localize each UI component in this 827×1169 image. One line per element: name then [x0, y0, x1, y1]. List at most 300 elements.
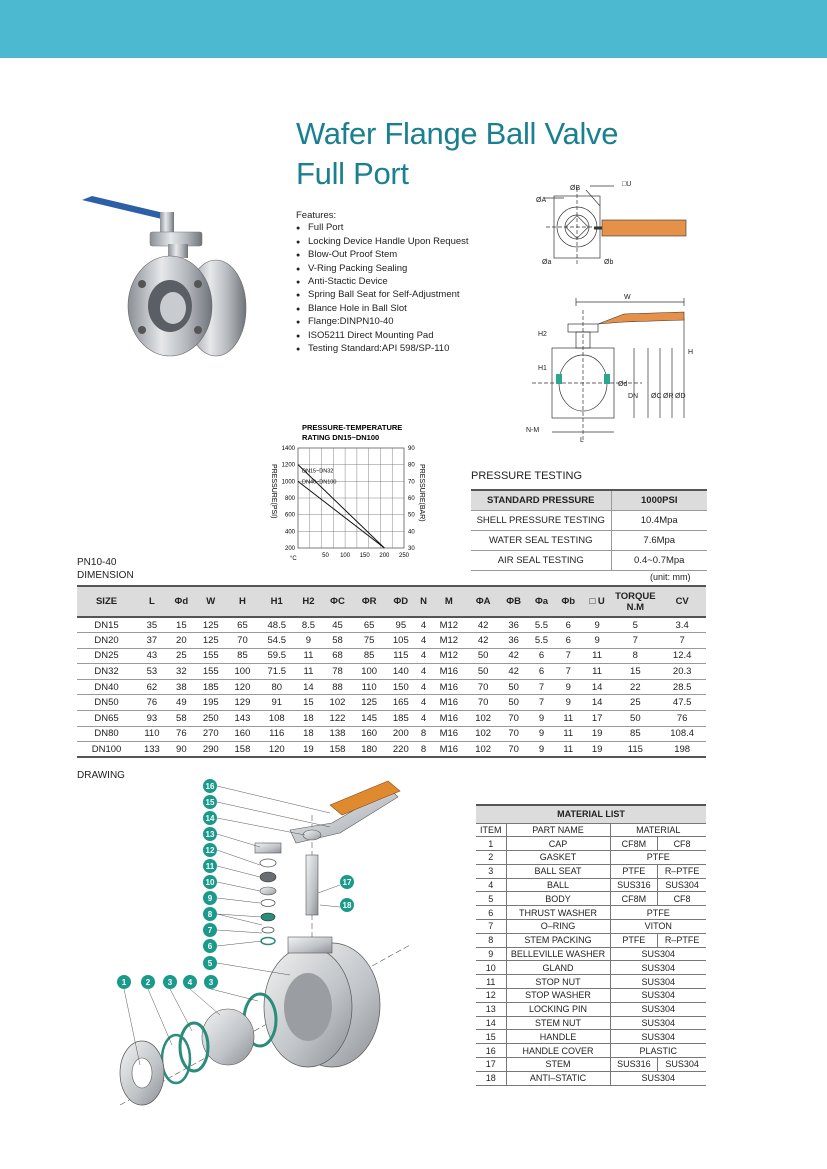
pt-x-tick: 250: [398, 553, 410, 559]
dim-cell: 4: [417, 695, 431, 711]
dim-header-cell: H1: [258, 586, 295, 617]
material-cell: 4: [476, 878, 506, 892]
pt-x-tick: 150: [359, 553, 370, 559]
dim-cell: 6: [555, 617, 582, 633]
dim-cell: 108.4: [658, 726, 706, 742]
dim-cell: 7: [528, 679, 554, 695]
dim-cell: 62: [136, 679, 168, 695]
dim-cell: DN80: [77, 726, 136, 742]
pt-left-tick: 200: [284, 546, 295, 552]
dim-cell: 38: [168, 679, 195, 695]
dim-cell: 11: [582, 664, 612, 680]
dim-cell: 180: [353, 742, 385, 758]
pt-chart-title-2: RATING DN15~DN100: [302, 433, 380, 442]
dim-header-cell: W: [195, 586, 227, 617]
feature-item: ● Flange:DINPN10-40: [296, 316, 469, 329]
material-row: [476, 1058, 706, 1072]
material-cell: CF8: [658, 892, 706, 906]
dim-cell: DN65: [77, 711, 136, 727]
dim-cell: 50: [612, 711, 658, 727]
dim-cell: 11: [295, 648, 321, 664]
dim-cell: 102: [467, 742, 499, 758]
dim-row: [77, 711, 706, 727]
material-cell: STOP NUT: [506, 975, 610, 989]
dim-cell: 4: [417, 633, 431, 649]
dim-cell: 102: [467, 726, 499, 742]
dim-cell: 22: [612, 679, 658, 695]
dim-cell: 115: [385, 648, 417, 664]
callout-number: 17: [342, 878, 352, 887]
dim-cell: 76: [168, 726, 195, 742]
dim-cell: 85: [612, 726, 658, 742]
material-row: [476, 933, 706, 947]
material-row: [476, 892, 706, 906]
material-cell: HANDLE: [506, 1030, 610, 1044]
label-nm: N-M: [526, 427, 540, 434]
dim-cell: 5: [612, 617, 658, 633]
material-row: [476, 1016, 706, 1030]
dim-cell: 42: [467, 617, 499, 633]
material-cell: CF8M: [610, 837, 658, 851]
material-cell: 15: [476, 1030, 506, 1044]
dim-cell: 45: [322, 617, 354, 633]
pt-left-tick: 1200: [281, 462, 295, 469]
dim-cell: 6: [528, 664, 554, 680]
material-cell: 14: [476, 1016, 506, 1030]
material-cell: 11: [476, 975, 506, 989]
dim-cell: M12: [430, 648, 467, 664]
callout-number: 4: [187, 978, 193, 987]
pt-xunit: °C: [290, 556, 297, 562]
pt-row-name: SHELL PRESSURE TESTING: [471, 510, 611, 530]
material-cell: BALL: [506, 878, 610, 892]
callout-number: 5: [207, 959, 213, 968]
dim-header-cell: Φd: [168, 586, 195, 617]
dim-cell: 58: [168, 711, 195, 727]
dim-header-cell: Φb: [555, 586, 582, 617]
dim-cell: 19: [582, 726, 612, 742]
pt-right-tick: 60: [408, 496, 415, 502]
dim-cell: 80: [258, 679, 295, 695]
dim-cell: 7: [528, 695, 554, 711]
dim-cell: 7: [612, 633, 658, 649]
label-oa-small: Øa: [542, 259, 552, 266]
pt-ylabel-right: PRESSURE(BAR): [418, 464, 425, 522]
material-cell: CF8M: [610, 892, 658, 906]
title-line-2: Full Port: [296, 156, 409, 191]
dim-cell: DN32: [77, 664, 136, 680]
top-banner: [0, 0, 827, 58]
dim-cell: 28.5: [658, 679, 706, 695]
dim-cell: 115: [612, 742, 658, 758]
material-cell: 5: [476, 892, 506, 906]
callout-number: 13: [205, 830, 215, 839]
callout-number: 11: [205, 862, 215, 871]
material-cell: SUS304: [610, 1002, 706, 1016]
dim-cell: 70: [467, 695, 499, 711]
dim-cell: 143: [227, 711, 259, 727]
callout-number: 3: [167, 978, 173, 987]
pt-row-name: WATER SEAL TESTING: [471, 530, 611, 550]
dim-cell: 54.5: [258, 633, 295, 649]
material-cell: SUS304: [610, 975, 706, 989]
dim-cell: 9: [528, 711, 554, 727]
dim-cell: 14: [582, 695, 612, 711]
material-row: [476, 878, 706, 892]
dim-cell: 19: [295, 742, 321, 758]
dim-cell: 88: [322, 679, 354, 695]
material-cell: GASKET: [506, 851, 610, 865]
material-row: [476, 975, 706, 989]
dim-cell: 3.4: [658, 617, 706, 633]
dim-cell: 90: [168, 742, 195, 758]
dim-cell: 125: [195, 617, 227, 633]
label-ob: ØB: [570, 185, 581, 192]
dim-cell: 155: [195, 664, 227, 680]
material-cell: GLAND: [506, 961, 610, 975]
dim-row: [77, 633, 706, 649]
unit-label: (unit: mm): [650, 572, 691, 582]
dim-cell: 68: [322, 648, 354, 664]
dim-cell: 76: [136, 695, 168, 711]
material-row: [476, 920, 706, 934]
feature-item: ● Testing Standard:API 598/SP-110: [296, 343, 469, 356]
material-cell: BELLEVILLE WASHER: [506, 947, 610, 961]
dim-cell: 91: [258, 695, 295, 711]
dim-cell: 18: [295, 726, 321, 742]
drawing-label: DRAWING: [77, 770, 125, 781]
material-cell: PTFE: [610, 851, 706, 865]
dim-cell: M16: [430, 726, 467, 742]
dim-cell: 85: [227, 648, 259, 664]
pt-left-tick: 1400: [281, 446, 295, 452]
dim-cell: 7: [555, 648, 582, 664]
material-cell: STEM PACKING: [506, 933, 610, 947]
dim-cell: 102: [322, 695, 354, 711]
dim-cell: 93: [136, 711, 168, 727]
dim-header-cell: ΦC: [322, 586, 354, 617]
material-cell: THRUST WASHER: [506, 906, 610, 920]
dim-cell: 5.5: [528, 617, 554, 633]
dim-cell: 12.4: [658, 648, 706, 664]
dim-cell: 36: [499, 617, 528, 633]
dim-cell: 11: [555, 711, 582, 727]
material-cell: STEM NUT: [506, 1016, 610, 1030]
dim-cell: 70: [499, 726, 528, 742]
material-cell: ANTI–STATIC: [506, 1071, 610, 1085]
dim-cell: 65: [227, 617, 259, 633]
label-od: Ød: [618, 381, 628, 388]
feature-item: ● ISO5211 Direct Mounting Pad: [296, 330, 469, 343]
callout-number: 18: [342, 901, 352, 910]
dim-cell: 195: [195, 695, 227, 711]
material-row: [476, 1030, 706, 1044]
dim-cell: 35: [136, 617, 168, 633]
dim-header-cell: H: [227, 586, 259, 617]
dim-cell: 150: [385, 679, 417, 695]
dim-cell: M16: [430, 664, 467, 680]
dim-cell: 48.5: [258, 617, 295, 633]
dim-header-cell: CV: [658, 586, 706, 617]
dim-cell: 160: [353, 726, 385, 742]
dim-header-cell: ΦD: [385, 586, 417, 617]
dim-cell: 11: [555, 742, 582, 758]
pt-chart: [262, 418, 432, 570]
label-ob-small: Øb: [604, 259, 614, 266]
material-cell: 16: [476, 1044, 506, 1058]
dim-cell: 95: [385, 617, 417, 633]
callout-number: 16: [205, 782, 215, 791]
material-cell: SUS304: [658, 878, 706, 892]
material-cell: PTFE: [610, 906, 706, 920]
dim-cell: 165: [385, 695, 417, 711]
callout-number: 10: [205, 878, 215, 887]
callout-number: 12: [205, 846, 215, 855]
dim-cell: 25: [168, 648, 195, 664]
valve-photo: [78, 188, 278, 358]
dim-cell: 120: [227, 679, 259, 695]
material-cell: PTFE: [610, 933, 658, 947]
pt-right-tick: 70: [408, 479, 415, 486]
label-h: H: [688, 349, 694, 356]
mat-header-material: MATERIAL: [610, 823, 706, 837]
label-oc: ØC: [651, 393, 662, 400]
material-cell: SUS316: [610, 878, 658, 892]
material-cell: HANDLE COVER: [506, 1044, 610, 1058]
dim-cell: 75: [353, 633, 385, 649]
dim-cell: 140: [385, 664, 417, 680]
feature-item: ● Locking Device Handle Upon Request: [296, 236, 469, 249]
pt-ylabel-left: PRESSURE(PSI): [270, 464, 277, 519]
dim-cell: 70: [499, 742, 528, 758]
dim-cell: DN100: [77, 742, 136, 758]
dim-header-cell: ΦB: [499, 586, 528, 617]
dim-cell: 11: [295, 664, 321, 680]
dim-cell: 76: [658, 711, 706, 727]
dim-cell: 4: [417, 711, 431, 727]
dim-cell: 42: [467, 633, 499, 649]
material-cell: VITON: [610, 920, 706, 934]
dim-cell: M16: [430, 711, 467, 727]
material-cell: SUS304: [610, 1016, 706, 1030]
dim-cell: 32: [168, 664, 195, 680]
dim-cell: 122: [322, 711, 354, 727]
material-cell: 2: [476, 851, 506, 865]
dim-cell: 19: [582, 742, 612, 758]
pt-series-line: [298, 465, 384, 548]
dim-cell: 9: [582, 617, 612, 633]
dim-cell: 120: [258, 742, 295, 758]
dim-header-cell: SIZE: [77, 586, 136, 617]
dim-cell: DN15: [77, 617, 136, 633]
pressure-testing-table: [471, 489, 707, 571]
callout-number: 15: [205, 798, 215, 807]
dim-row: [77, 679, 706, 695]
material-cell: 18: [476, 1071, 506, 1085]
dim-cell: 102: [467, 711, 499, 727]
dim-row: [77, 617, 706, 633]
dim-header-cell: N: [417, 586, 431, 617]
dim-cell: 116: [258, 726, 295, 742]
dim-cell: 6: [555, 633, 582, 649]
dim-cell: 105: [385, 633, 417, 649]
dim-cell: 198: [658, 742, 706, 758]
dim-cell: 290: [195, 742, 227, 758]
pt-right-tick: 80: [408, 462, 415, 469]
dim-cell: 138: [322, 726, 354, 742]
dim-cell: 70: [499, 711, 528, 727]
material-cell: CAP: [506, 837, 610, 851]
dim-cell: 50: [467, 664, 499, 680]
dim-cell: DN50: [77, 695, 136, 711]
dim-cell: 125: [353, 695, 385, 711]
dim-cell: 200: [385, 726, 417, 742]
dim-cell: 110: [353, 679, 385, 695]
dim-cell: 125: [195, 633, 227, 649]
material-row: [476, 961, 706, 975]
material-cell: STOP WASHER: [506, 989, 610, 1003]
dim-cell: 43: [136, 648, 168, 664]
material-cell: 7: [476, 920, 506, 934]
dim-cell: 100: [353, 664, 385, 680]
material-cell: 3: [476, 864, 506, 878]
material-cell: STEM: [506, 1058, 610, 1072]
material-cell: SUS304: [610, 1030, 706, 1044]
pt-row-value: 10.4Mpa: [611, 510, 707, 530]
dim-cell: 9: [295, 633, 321, 649]
dim-cell: M12: [430, 633, 467, 649]
dim-cell: 85: [353, 648, 385, 664]
material-cell: BODY: [506, 892, 610, 906]
dim-cell: M12: [430, 617, 467, 633]
mat-header-part: PART NAME: [506, 823, 610, 837]
dim-cell: 14: [582, 679, 612, 695]
pt-chart-title-1: PRESSURE-TEMPERATURE: [302, 423, 403, 432]
dim-cell: 17: [582, 711, 612, 727]
material-row: [476, 989, 706, 1003]
pt-left-tick: 600: [284, 512, 295, 519]
dim-cell: 50: [499, 679, 528, 695]
dim-header-cell: H2: [295, 586, 321, 617]
material-cell: SUS304: [658, 1058, 706, 1072]
pt-x-tick: 50: [322, 553, 329, 559]
pn-label: PN10-40: [77, 557, 117, 568]
dim-cell: 4: [417, 617, 431, 633]
dim-cell: 42: [499, 664, 528, 680]
callout-number: 3: [208, 978, 214, 987]
dim-header-cell: TORQUE N.M: [612, 586, 658, 617]
dim-cell: 49: [168, 695, 195, 711]
material-cell: PLASTIC: [610, 1044, 706, 1058]
label-w: W: [624, 294, 631, 301]
dim-cell: 5.5: [528, 633, 554, 649]
material-cell: SUS304: [610, 1071, 706, 1085]
title-line-1: Wafer Flange Ball Valve: [296, 116, 619, 151]
material-cell: SUS304: [610, 989, 706, 1003]
callout-number: 14: [205, 814, 215, 823]
material-row: [476, 864, 706, 878]
material-row: [476, 1071, 706, 1085]
label-l: L: [580, 437, 584, 444]
pt-left-tick: 1000: [281, 479, 295, 486]
dim-cell: 20.3: [658, 664, 706, 680]
dim-cell: 70: [467, 679, 499, 695]
dim-cell: 9: [528, 742, 554, 758]
dim-cell: 9: [582, 633, 612, 649]
pt-series-label: DN15~DN32: [302, 468, 334, 475]
dim-cell: 270: [195, 726, 227, 742]
dim-cell: 8: [417, 742, 431, 758]
dim-header-cell: □ U: [582, 586, 612, 617]
material-cell: 10: [476, 961, 506, 975]
dim-cell: 8: [417, 726, 431, 742]
material-cell: 17: [476, 1058, 506, 1072]
feature-item: ● Blance Hole in Ball Slot: [296, 303, 469, 316]
dim-cell: 70: [227, 633, 259, 649]
dim-cell: 15: [612, 664, 658, 680]
pt-x-tick: 200: [379, 553, 390, 559]
dim-header-cell: ΦR: [353, 586, 385, 617]
dim-cell: 37: [136, 633, 168, 649]
material-cell: 13: [476, 1002, 506, 1016]
material-cell: SUS316: [610, 1058, 658, 1072]
material-row: [476, 1044, 706, 1058]
pt-right-tick: 40: [408, 529, 415, 536]
dim-cell: 78: [322, 664, 354, 680]
dim-cell: 50: [467, 648, 499, 664]
features-heading: Features:: [296, 210, 337, 221]
callout-number: 2: [145, 978, 151, 987]
dim-cell: 8.5: [295, 617, 321, 633]
material-list-caption: MATERIAL LIST: [476, 805, 706, 823]
dim-cell: 158: [227, 742, 259, 758]
dim-cell: 36: [499, 633, 528, 649]
exploded-drawing: [100, 775, 470, 1140]
material-cell: 8: [476, 933, 506, 947]
callout-number: 7: [207, 926, 213, 935]
pt-x-tick: 100: [340, 553, 351, 559]
dim-cell: 9: [528, 726, 554, 742]
material-list-table: [476, 804, 706, 1086]
material-row: [476, 851, 706, 865]
dim-cell: DN40: [77, 679, 136, 695]
dim-cell: 6: [528, 648, 554, 664]
dim-cell: M16: [430, 742, 467, 758]
dim-cell: 15: [295, 695, 321, 711]
pt-left-tick: 800: [284, 496, 295, 502]
feature-item: ● V-Ring Packing Sealing: [296, 263, 469, 276]
material-cell: R–PTFE: [658, 864, 706, 878]
dim-cell: 58: [322, 633, 354, 649]
dim-cell: 11: [555, 726, 582, 742]
label-or: ØR: [663, 393, 674, 400]
dim-header-cell: ΦA: [467, 586, 499, 617]
material-row: [476, 837, 706, 851]
material-cell: PTFE: [610, 864, 658, 878]
feature-item: ● Blow-Out Proof Stem: [296, 249, 469, 262]
feature-item: ● Spring Ball Seat for Self-Adjustment: [296, 289, 469, 302]
dim-cell: 14: [295, 679, 321, 695]
callout-number: 6: [207, 942, 213, 951]
pressure-testing-title: PRESSURE TESTING: [471, 470, 583, 482]
dim-cell: M16: [430, 679, 467, 695]
dim-cell: 65: [353, 617, 385, 633]
material-cell: 6: [476, 906, 506, 920]
label-dn: DN: [628, 393, 639, 400]
dim-cell: 185: [195, 679, 227, 695]
dim-cell: 47.5: [658, 695, 706, 711]
dim-cell: 8: [612, 648, 658, 664]
